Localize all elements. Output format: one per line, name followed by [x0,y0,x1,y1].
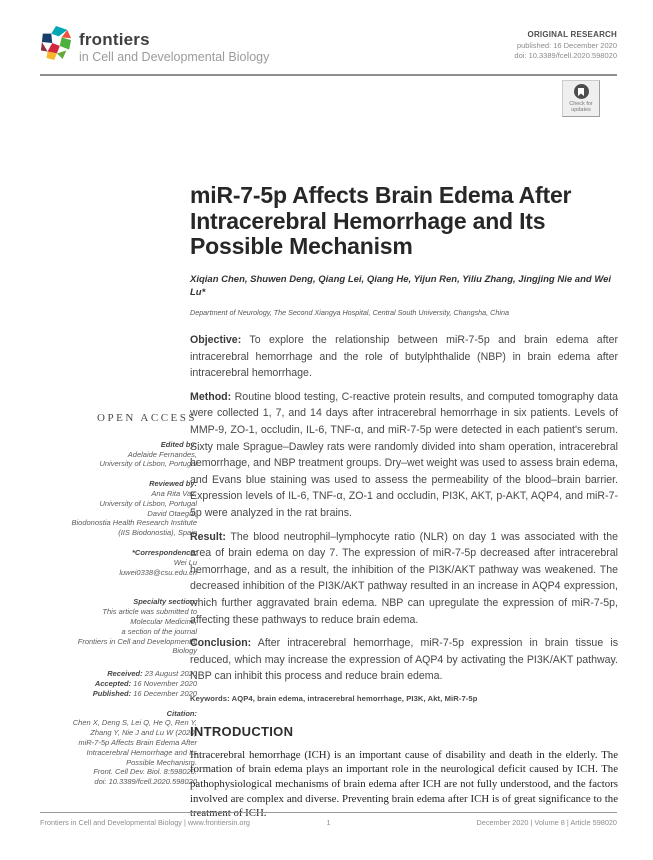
received-date: Received: 23 August 2020 [107,669,197,679]
header-divider [40,74,617,76]
footer-journal-url: Frontiers in Cell and Developmental Biology | www.frontiersin.org [40,818,250,827]
abstract-conclusion: Conclusion: After intracerebral hemorrhage, miR-7-5p expression in brain tissue is reduced, which may increase the expression of AQP4 by activating the PI3K/AKT pathway. NBP can inhibit this process and reduce brain edema. [190,637,618,683]
article-info-sidebar [40,414,197,797]
check-for-updates-badge[interactable] [562,80,600,117]
page-number: 1 [326,818,331,827]
frontiers-logo [40,24,269,64]
abstract-result: Result: The blood neutrophil–lymphocyte ratio (NLR) on day 1 was associated with the area of brain edema on day 7. The expression of miR-7-5p decreased after intracerebral hemorrhage, and as a result, the inhibition of the PI3K/AKT pathway was weakened. The decreased inhibition of the PI3K/AKT pathway resulted in an increase in AQP4 expression, which further aggravated brain edema. NBP can upregulate the expression of miR-7-5p, affecting these pathways to reduce brain edema. [190,530,618,626]
published-date: published: 16 December 2020 [516,40,617,50]
correspondent-name: Wei Lu [173,557,197,567]
footer-issue-info: December 2020 | Volume 8 | Article 598020 [476,818,617,827]
affiliation-line: Department of Neurology, The Second Xiangya Hospital, Central South University, Changsha, China [190,308,509,317]
abstract-objective: Objective: To explore the relationship between miR-7-5p and brain edema after intracerebral hemorrhage and the role of butylphthalide (NBP) in brain edema after intracerebral hemorrhage. [190,334,618,380]
citation-label: Citation: [166,708,197,718]
journal-title-block [79,24,269,64]
open-access-label: OPEN ACCESS [97,412,197,424]
keywords-line: Keywords: AQP4, brain edema, intracerebral hemorrhage, PI3K, Akt, MiR-7-5p [190,693,478,703]
journal-name: in Cell and Developmental Biology [79,50,270,64]
specialty-section-label: Specialty section: [133,597,197,607]
doi-line: doi: 10.3389/fcell.2020.598020 [514,51,617,60]
correspondence-email[interactable]: luwei0338@csu.edu.cn [119,567,197,577]
journal-header [40,24,617,64]
article-type-label: ORIGINAL RESEARCH [527,30,617,39]
published-date-side: Published: 16 December 2020 [92,688,197,698]
frontiers-logo-icon [40,24,72,62]
crossmark-bookmark-icon [574,84,589,99]
check-updates-label: Check for updates [569,101,593,113]
correspondence-label: *Correspondence: [131,547,197,557]
history-dates-block [40,669,197,698]
accepted-date: Accepted: 16 November 2020 [94,678,197,688]
specialty-section-block: Specialty section: This article was submitted to Molecular Medicine, a section of the journal Frontiers in Cell and Developmental Biology [40,597,197,656]
header-meta [514,30,617,64]
reviewed-by-label: Reviewed by: [149,479,197,489]
introduction-heading: INTRODUCTION [190,723,294,739]
article-title: miR-7-5p Affects Brain Edema After Intracerebral Hemorrhage and Its Possible Mechanism [190,182,572,259]
edited-by-block: Edited by: Adelaide Fernandes, University of Lisbon, Portugal [40,440,197,469]
journal-brand: frontiers [79,30,150,49]
page-footer [40,818,617,827]
introduction-paragraph: Intracerebral hemorrhage (ICH) is an important cause of disability and death in the elderly. The formation of brain edema plays an important role in the neurological deficit caused by ICH. The pathophysiological mechanisms of brain edema after ICH are not fully understood, and the factors involved are complex and diverse. Preventing brain edema after ICH is of great significance to the treatment of ICH. [190,748,618,820]
correspondence-block [40,548,197,577]
edited-by-label: Edited by: [160,439,197,449]
author-line: Xiqian Chen, Shuwen Deng, Qiang Lei, Qiang He, Yijun Ren, Yiliu Zhang, Jingjing Nie and Wei Lu* [190,274,612,298]
citation-block: Citation: Chen X, Deng S, Lei Q, He Q, Ren Y, Zhang Y, Nie J and Lu W (2020) miR-7-5p Affects Brain Edema After Intracerebral Hemorrhage and Its Possible Mechanism. Front. Cell Dev. Biol. 8:598020. doi: 10.3389/fcell.2020.598020 [40,709,197,787]
footer-divider [40,812,617,813]
reviewed-by-block: Reviewed by: Ana Rita Vaz, University of Lisbon, Portugal David Otaegui, Biodonostia Health Research Institute (IIS Biodonostia), Spain [40,479,197,538]
abstract-method: Method: Routine blood testing, C-reactive protein results, and computed tomography data were collected 1, 7, and 14 days after intracerebral hemorrhage in six patients. Levels of MMP-9, ZO-1, occludin, IL-6, TNF-α, and miR-7-5p were detected in each patient's serum. Sixty male Sprague–Dawley rats were randomly divided into sham operation, intracerebral hemorrhage, and NBP treatment groups. Dry–wet weight was used to assess brain edema, and Evans blue staining was used to assess the permeability of the blood–brain barrier. Expression levels of IL-6, TNF-α, ZO-1 and occludin, PI3K, AKT, p-AKT, AQP4, and miR-7-5p were analyzed in the rat brains. [190,390,618,519]
main-content [190,332,618,821]
